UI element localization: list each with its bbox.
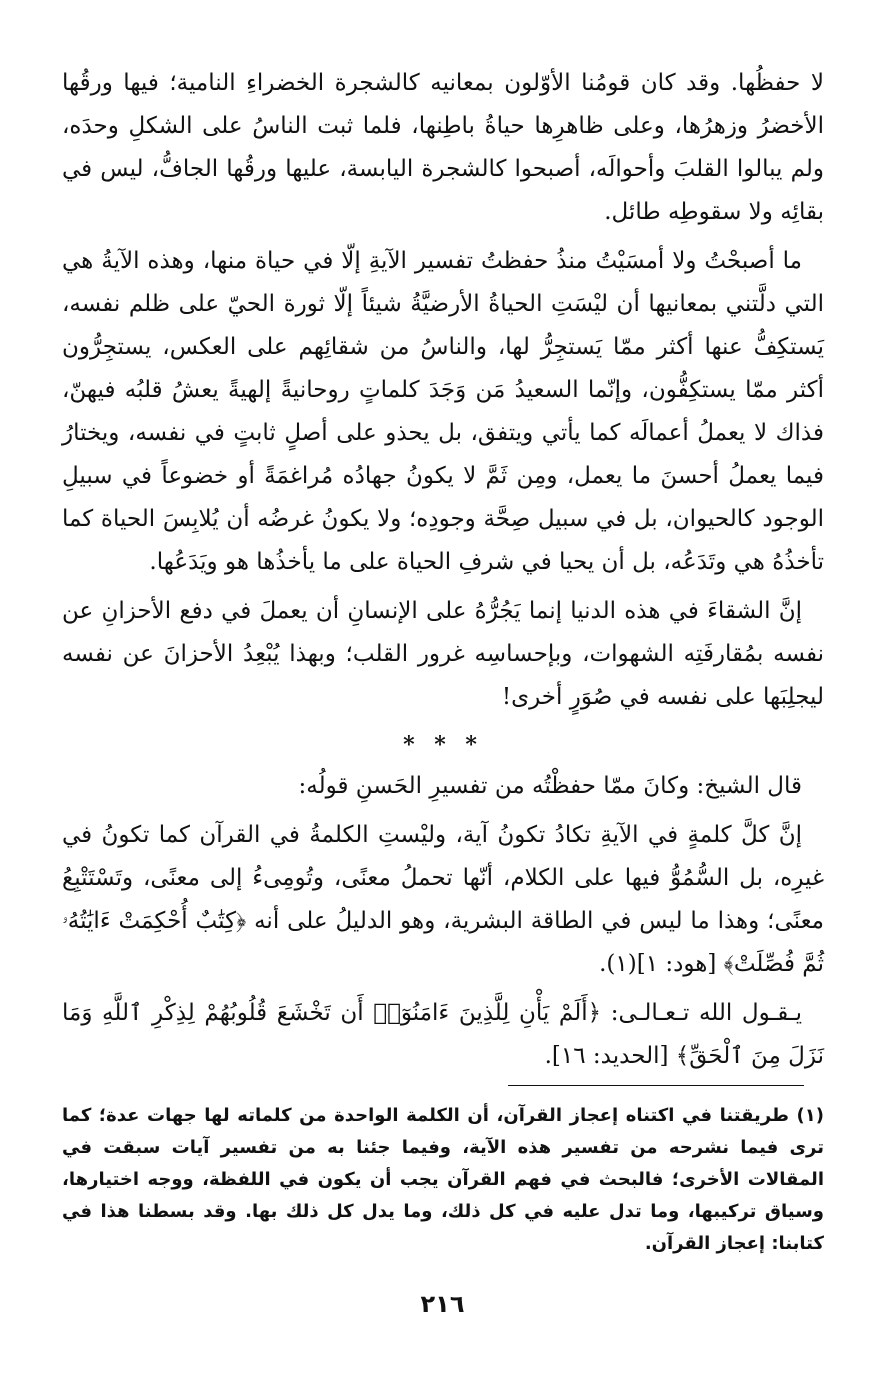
paragraph-2: ما أصبحْتُ ولا أمسَيْتُ منذُ حفظتُ تفسير الآيةِ إلّا في حياة منها، وهذه الآيةُ هي التي دلَّتني بمعانيها أن ليْسَتِ الحياةُ الأرضيَّةُ شيئاً إلّا ثورة الحيّ على ظلم نفسه، يَستكِفُّ عنها أكثر ممّا يَستجِرُّ لها، والناسُ من شقائِهم على العكس، يستجِرُّون أكثر ممّا يستكِفُّون، وإنّما السعيدُ مَن وَجَدَ كلماتٍ روحانيةً إلهيةً يعشُ قلبُه فيهنّ، فذاك لا يعملُ أعمالَه كما يأتي ويتفق، بل يحذو على أصلٍ ثابتٍ في نفسه، ويختارُ فيما يعملُ أحسنَ ما يعمل، ومِن ثَمَّ لا يكونُ جهادُه مُراغمَةً أو خضوعاً في سبيلِ الوجود كالحيوان، بل في سبيل صِحَّة وجودِه؛ ولا يكونُ غرضُه أن يُلابِسَ الحياة كما تأخذُهُ هي وتَدَعُه، بل أن يحيا في شرفِ الحياة على ما يأخذُها هو ويَدَعُها. — [62, 248, 824, 575]
paragraph-3: إنَّ الشقاءَ في هذه الدنيا إنما يَجُرُّهُ على الإنسانِ أن يعملَ في دفع الأحزانِ عن نفسه بمُقارفَتِه الشهوات، وبإحساسِه غرور القلب؛ وبهذا يُبْعِدُ الأحزانَ عن نفسه ليجلِبَها على نفسه في صُوَرٍ أخرى! — [62, 598, 824, 710]
quran-verse-paragraph: يـقـول الله تـعـالـى: ﴿أَلَمْ يَأْنِ لِلَّذِينَ ءَامَنُوٓا۟ أَن تَخْشَعَ قُلُوبُهُمْ لِذِكْرِ ٱللَّهِ وَمَا نَزَلَ مِنَ ٱلْحَقِّ﴾ [الحديد: ١٦]. — [62, 1000, 824, 1069]
section-intro: قال الشيخ: وكانَ ممّا حفظْتُه من تفسيرِ الحَسنِ قولُه: — [298, 773, 802, 799]
section-separator: * * * — [403, 732, 483, 758]
footnote-divider — [508, 1085, 804, 1086]
paragraph-4: إنَّ كلَّ كلمةٍ في الآيةِ تكادُ تكونُ آية، وليْستِ الكلمةُ في القرآن كما تكونُ في غيرِه، بل السُّمُوُّ فيها على الكلام، أنّها تحملُ معنًى، وتُومِىءُ إلى معنًى، وتَسْتَتْبِعُ معنًى؛ وهذا ما ليس في الطاقة البشرية، وهو الدليلُ على أنه ﴿كِتَٰبٌ أُحْكِمَتْ ءَايَٰتُهُۥ ثُمَّ فُصِّلَتْ﴾ [هود: ١](١). — [62, 822, 824, 977]
main-text — [62, 62, 824, 1084]
paragraph-1: لا حفظُها. وقد كان قومُنا الأوّلون بمعانيه كالشجرة الخضراءِ النامية؛ فيها ورقُها الأخضرُ وزهرُها، وعلى ظاهرِها حياةُ باطِنها، فلما ثبت الناسُ على الشكلِ وحدَه، ولم يبالوا القلبَ وأحوالَه، أصبحوا كالشجرة اليابسة، عليها ورقُها الجافُّ، ليس في بقائِه ولا سقوطِه طائل. — [62, 70, 824, 225]
footnote: (١) طريقتنا في اكتناه إعجاز القرآن، أن الكلمة الواحدة من كلماته لها جهات عدة؛ كما ترى فيما نشرحه من تفسير هذه الآية، وفيما جئنا به من تفسير آيات سبقت في المقالات الأخرى؛ فالبحث في فهم القرآن يجب أن يكون في اللفظة، ووجه اختيارها، وسياق تركيبها، وما تدل عليه في كل ذلك، وما يدل كل ذلك بها. وقد بسطنا هذا في كتابنا: إعجاز القرآن. — [62, 1105, 824, 1254]
page-number: ٢١٦ — [420, 1290, 465, 1318]
